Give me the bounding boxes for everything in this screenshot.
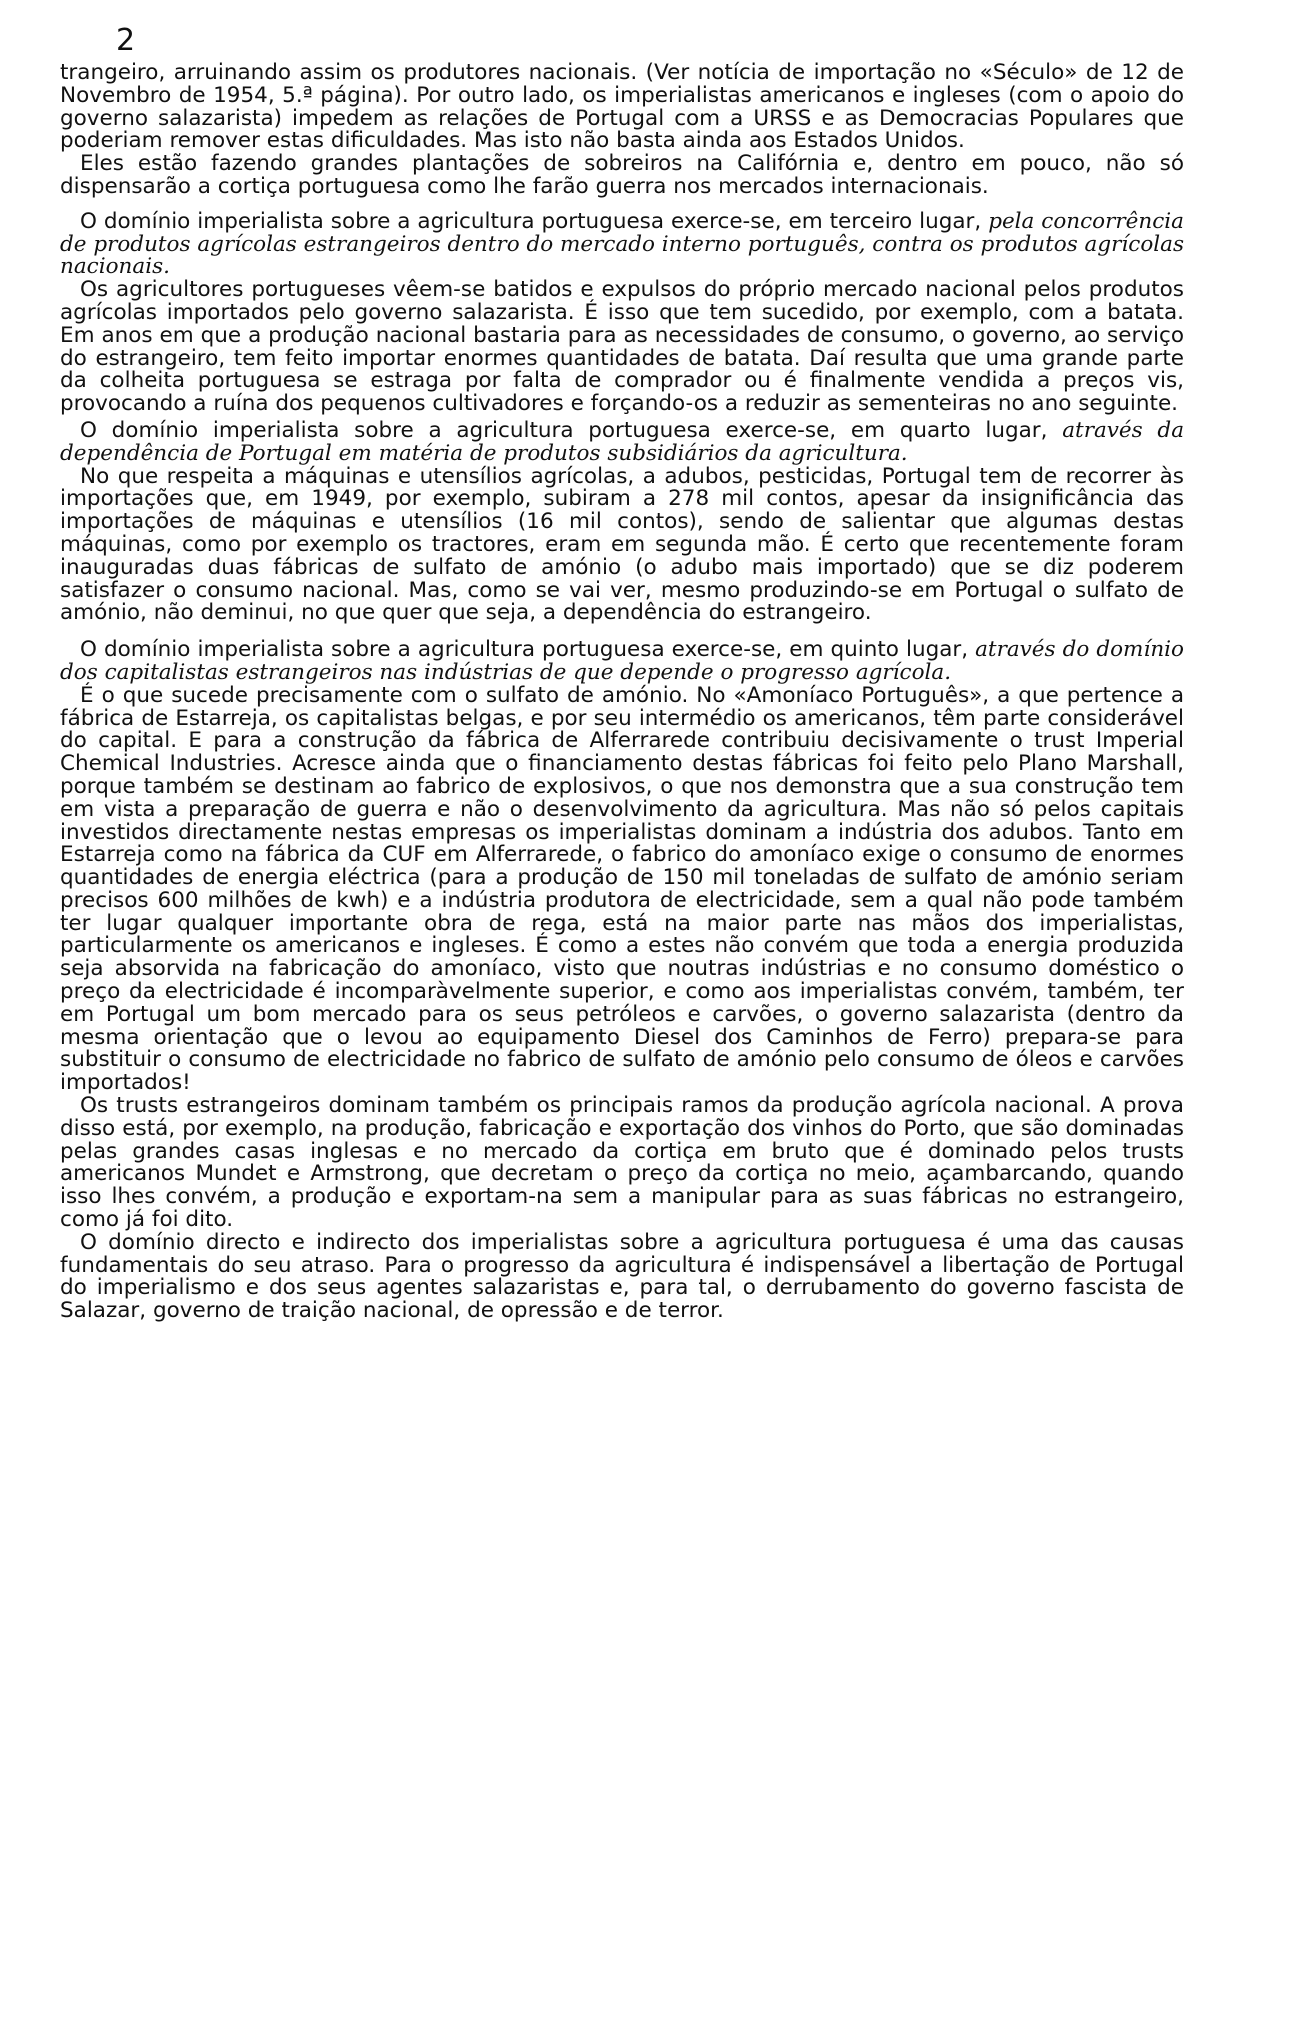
paragraph-text: Os trusts estrangeiros dominam também os principais ramos da produção agrícola nacional. A prova disso está, por exemplo, na produção, fabricação e exportação dos vinhos do Porto, que são dominadas pelas grandes casas inglesas e no mercado da cortiça em bruto que é dominado pelos trusts americanos Mundet e Armstrong, que decretam o preço da cortiça no meio, açambarcando, quando isso lhes convém, a produção e exportam-na sem a manipular para as suas fábricas no estrangeiro, como já foi dito.	[60, 1093, 1184, 1233]
paragraph-text: O domínio imperialista sobre a agricultura portuguesa exerce-se, em quarto lugar,	[80, 417, 1063, 443]
page-number: 2	[116, 23, 136, 58]
paragraph-quinto-lugar	[60, 639, 1184, 685]
paragraph-text: Os agricultores portugueses vêem-se batidos e expulsos do próprio mercado nacional pelos produtos agrícolas importados pelo governo salazarista. É isso que tem sucedido, por exemplo, com a batata. Em anos em que a produção nacional bastaria para as necessidades de consumo, o governo, ao serviço do estrangeiro, tem feito importar enormes quantidades de batata. Daí resulta que uma grande parte da colheita portuguesa se estraga por falta de comprador ou é finalmente vendida a preços vis, provocando a ruína dos pequenos cultivadores e forçando-os a reduzir as sementeiras no ano seguinte.	[60, 277, 1184, 417]
paragraph-trusts	[60, 1095, 1184, 1232]
paragraph-emphasis: através do domínio dos capitalistas estrangeiros nas indústrias de que depende o progresso agrícola.	[60, 637, 1184, 685]
paragraph-batata	[60, 279, 1184, 416]
paragraph-text: O domínio imperialista sobre a agricultura portuguesa exerce-se, em quinto lugar,	[80, 637, 976, 663]
paragraph-text: O domínio imperialista sobre a agricultura portuguesa exerce-se, em terceiro lugar,	[80, 208, 989, 234]
paragraph-emphasis: através da dependência de Portugal em matéria de produtos subsidiários da agricultura.	[60, 417, 1185, 466]
paragraph-text: Eles estão fazendo grandes plantações de sobreiros na Califórnia e, dentro em pouco, não só dispensarão a cortiça portuguesa como lhe farão guerra nos mercados internacionais.	[60, 151, 1184, 199]
paragraph-quarto-lugar	[60, 417, 1185, 466]
paragraph-emphasis: pela concorrência de produtos agrícolas estrangeiros dentro do mercado interno português, contra os produtos agrícolas nacionais.	[60, 208, 1185, 280]
paragraph-text: No que respeita a máquinas e utensílios agrícolas, a adubos, pesticidas, Portugal tem de recorrer às importações que, em 1949, por exemplo, subiram a 278 mil contos, apesar da insignificância das importações de máquinas e utensílios (16 mil contos), sendo de salientar que algumas destas máquinas, como por exemplo os tractores, eram em segunda mão. É certo que recentemente foram inauguradas duas fábricas de sulfato de amónio (o adubo mais importado) que se diz poderem satisfazer o consumo nacional. Mas, como se vai ver, mesmo produzindo-se em Portugal o sulfato de amónio, não deminui, no que quer que seja, a dependência do estrangeiro.	[60, 463, 1184, 626]
paragraph-sulfato-amonio	[60, 682, 1184, 1096]
paragraph-text: O domínio directo e indirecto dos imperialistas sobre a agricultura portuguesa é uma das causas fundamentais do seu atraso. Para o progresso da agricultura é indispensável a libertação de Portugal do imperialismo e dos seus agentes salazaristas e, para tal, o derrubamento do governo fascista de Salazar, governo de traição nacional, de opressão e de terror.	[60, 1229, 1184, 1324]
paragraph-intro	[60, 62, 1184, 153]
paragraph-text: É o que sucede precisamente com o sulfato de amónio. No «Amoníaco Português», a que pertence a fábrica de Estarreja, os capitalistas belgas, e por seu intermédio os americanos, têm parte considerável do capital. E para a construção da fábrica de Alferrarede contribuiu decisivamente o trust Imperial Chemical Industries. Acresce ainda que o financiamento destas fábricas foi feito pelo Plano Marshall, porque também se destinam ao fabrico de explosivos, o que nos demonstra que a sua construção tem em vista a preparação de guerra e não o desenvolvimento da agricultura. Mas não só pelos capitais investidos directamente nestas empresas os imperialistas dominam a indústria dos adubos. Tanto em Estarreja como na fábrica da CUF em Alferrarede, o fabrico do amoníaco exige o consumo de enormes quantidades de energia eléctrica (para a produção de 150 mil toneladas de sulfato de amónio seriam precisos 600 milhões de kwh) e a indústria produtora de electricidade, sem a qual não pode também ter lugar qualquer importante obra de rega, está na maior parte nas mãos dos imperialistas, particularmente os americanos e ingleses. É como a estes não convém que toda a energia produzida seja absorvida na fabricação do amoníaco, visto que noutras indústrias e no consumo doméstico o preço da electricidade é incomparàvelmente superior, e como aos imperialistas convém, também, ter em Portugal um bom mercado para os seus petróleos e carvões, o governo salazarista (dentro da mesma orientação que o levou ao equipamento Diesel dos Caminhos de Ferro) prepara-se para substituir o consumo de electricidade no fabrico de sulfato de amónio pelo consumo de óleos e carvões importados!	[60, 682, 1184, 1096]
document-body	[60, 62, 1184, 1323]
paragraph-terceiro-lugar	[60, 208, 1185, 280]
paragraph-conclusao	[60, 1229, 1184, 1324]
paragraph-maquinas	[60, 463, 1184, 626]
paragraph-text: trangeiro, arruinando assim os produtores nacionais. (Ver notícia de importação no «Século» de 12 de Novembro de 1954, 5.ª página). Por outro lado, os imperialistas americanos e ingleses (com o apoio do governo salazarista) impedem as relações de Portugal com a URSS e as Democracias Populares que poderiam remover estas dificuldades. Mas isto não basta ainda aos Estados Unidos.	[60, 60, 1184, 154]
paragraph-sobreiros	[60, 153, 1184, 199]
